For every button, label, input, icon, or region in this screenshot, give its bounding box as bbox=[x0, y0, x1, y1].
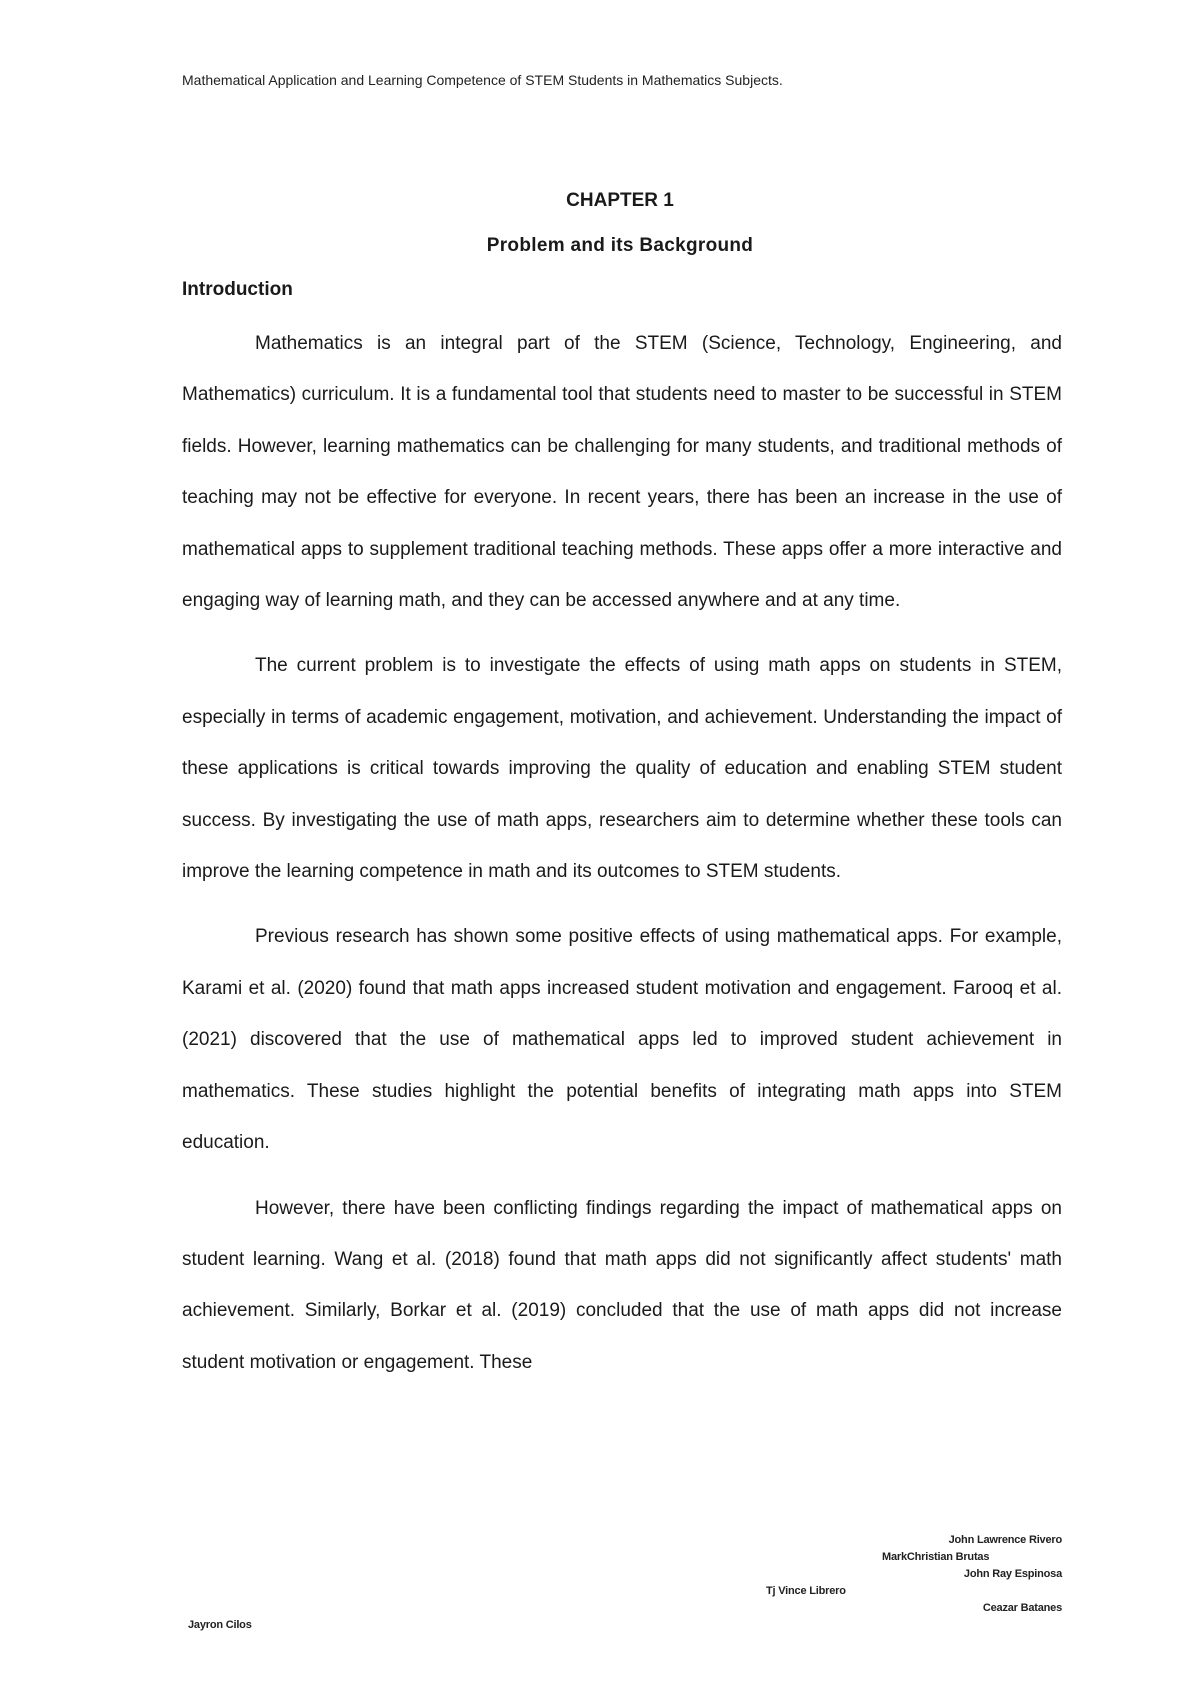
author-name: Ceazar Batanes bbox=[982, 1602, 1062, 1614]
author-name: MarkChristian Brutas bbox=[882, 1551, 990, 1563]
section-heading: Introduction bbox=[182, 279, 293, 300]
paragraph-previous-research: Previous research has shown some positive effects of using mathematical apps. For example, Karami et al. (2020) found that math apps increased student motivation and engagement. Farooq et al. (2021) discovered that the use of mathematical apps led to improved student achievement in mathematics. These studies highlight the potential benefits of integrating math apps into STEM education. bbox=[182, 926, 1062, 1154]
author-name: John Lawrence Rivero bbox=[948, 1534, 1062, 1546]
paragraph-problem: The current problem is to investigate the effects of using math apps on students in STEM, especially in terms of academic engagement, motivation, and achievement. Understanding the impact of these applications is critical towards improving the quality of education and enabling STEM student success. By investigating the use of math apps, researchers aim to determine whether these tools can improve the learning competence in math and its outcomes to STEM students. bbox=[182, 655, 1062, 883]
author-name: Jayron Cilos bbox=[188, 1619, 252, 1631]
paragraph-conflicting-findings: However, there have been conflicting findings regarding the impact of mathematical apps on student learning. Wang et al. (2018) found that math apps did not significantly affect students' math achievement. Similarly, Borkar et al. (2019) concluded that the use of math apps did not increase student motivation or engagement. These bbox=[182, 1197, 1062, 1373]
body-text bbox=[182, 318, 1062, 1402]
chapter-subtitle: Problem and its Background bbox=[486, 235, 754, 256]
chapter-title: CHAPTER 1 bbox=[566, 190, 674, 211]
running-header: Mathematical Application and Learning Competence of STEM Students in Mathematics Subjects. bbox=[182, 72, 783, 88]
author-name: John Ray Espinosa bbox=[963, 1568, 1062, 1580]
author-name: Tj Vince Librero bbox=[766, 1585, 846, 1597]
paragraph-intro: Mathematics is an integral part of the STEM (Science, Technology, Engineering, and Mathematics) curriculum. It is a fundamental tool that students need to master to be successful in STEM fields. However, learning mathematics can be challenging for many students, and traditional methods of teaching may not be effective for everyone. In recent years, there has been an increase in the use of mathematical apps to supplement traditional teaching methods. These apps offer a more interactive and engaging way of learning math, and they can be accessed anywhere and at any time. bbox=[182, 333, 1062, 612]
